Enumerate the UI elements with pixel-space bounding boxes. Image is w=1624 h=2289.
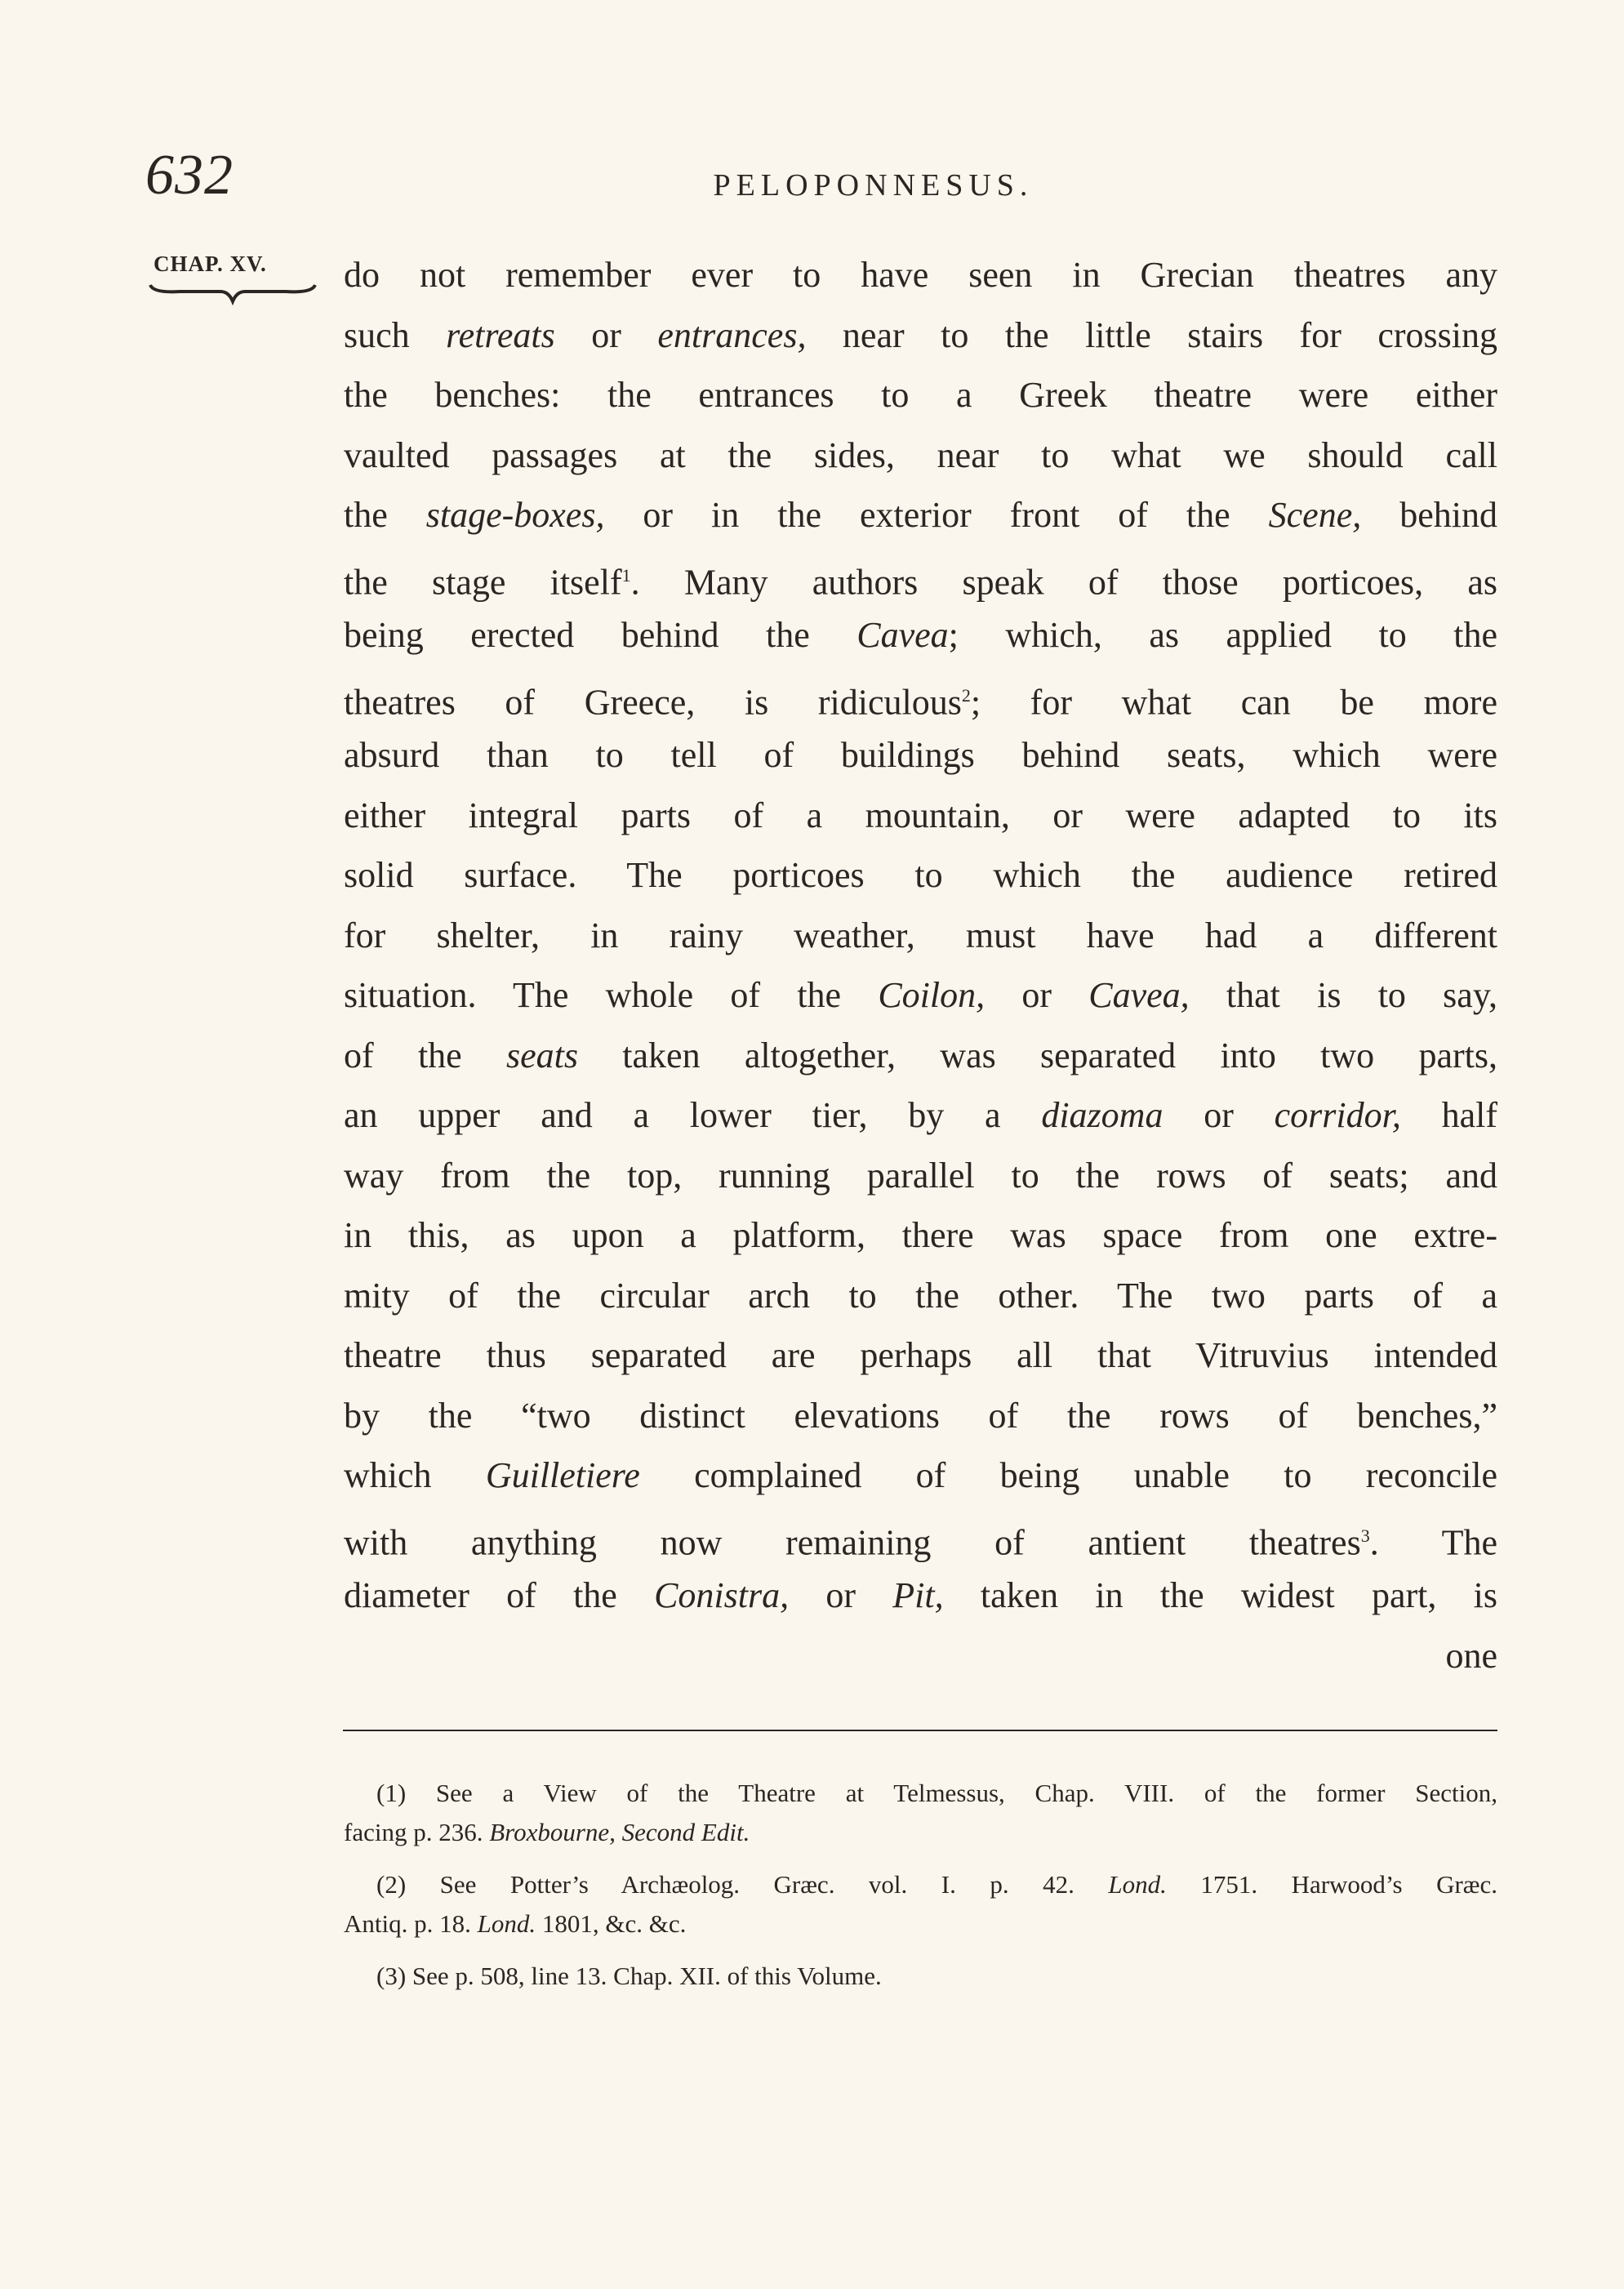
footnotes (344, 1774, 1497, 1996)
text-line: an upper and a lower tier, by a diazoma or corridor, half (344, 1095, 1498, 1135)
footnote-ref[interactable]: 2 (961, 684, 971, 706)
text-line: the stage-boxes, or in the exterior front of the Scene, behind (344, 495, 1497, 535)
text-line: by the “two distinct elevations of the rows of benches,” (344, 1395, 1497, 1436)
text-line: being erected behind the Cavea; which, as applied to the (344, 615, 1497, 655)
text-line: vaulted passages at the sides, near to what we should call (344, 434, 1497, 475)
text-line: situation. The whole of the Coilon, or Cavea, that is to say, (344, 975, 1497, 1015)
running-title: PELOPONNESUS. (713, 168, 1034, 203)
text-line: either integral parts of a mountain, or were adapted to its (344, 795, 1497, 835)
text-line: of the seats taken altogether, was separated into two parts, (344, 1035, 1498, 1075)
text-line: theatres of Greece, is ridiculous$^2$; for what can be more (344, 682, 1497, 723)
text-line: diameter of the Conistra, or Pit, taken in the widest part, is (344, 1575, 1497, 1615)
footnote-1: (1) See a View of the Theatre at Telmessus, Chap. VIII. of the former Section, (376, 1779, 1497, 1807)
footnote-rule (343, 1730, 1497, 1731)
text-line: solid surface. The porticoes to which the audience retired (344, 855, 1497, 895)
footnote-ref[interactable]: 1 (621, 564, 631, 586)
chapter-brace-ornament (147, 282, 318, 306)
text-line: such retreats or entrances, near to the little stairs for crossing (344, 314, 1497, 355)
page-number: 632 (145, 144, 234, 207)
catchword: one (1445, 1635, 1497, 1676)
text-line: in this, as upon a platform, there was space from one extre- (344, 1215, 1497, 1255)
text-line: the stage itself$^1$. Many authors speak of those porticoes, as (344, 562, 1498, 603)
text-line: the benches: the entrances to a Greek theatre were either (344, 375, 1497, 415)
text-line: way from the top, running parallel to the rows of seats; and (344, 1155, 1497, 1196)
footnote-3: (3) See p. 508, line 13. Chap. XII. of this Volume. (376, 1962, 882, 1990)
footnote-2-cont: Antiq. p. 18. Lond. 1801, &c. &c. (344, 1909, 687, 1938)
footnote-2: (2) See Potter’s Archæolog. Græc. vol. I. p. 42. Lond. 1751. Harwood’s Græc. (376, 1870, 1497, 1899)
text-line: mity of the circular arch to the other. The two parts of a (344, 1275, 1497, 1316)
text-line: with anything now remaining of antient theatres$^3$. The (344, 1522, 1497, 1563)
text-line: which Guilletiere complained of being unable to reconcile (344, 1455, 1497, 1495)
footnote-1-cont: facing p. 236. Broxbourne, Second Edit. (344, 1818, 750, 1846)
text-line: theatre thus separated are perhaps all that Vitruvius intended (344, 1335, 1497, 1375)
footnote-ref[interactable]: 3 (1360, 1525, 1370, 1546)
main-text (344, 245, 1497, 1686)
text-line: do not remember ever to have seen in Grecian theatres any (344, 255, 1497, 295)
text-line: for shelter, in rainy weather, must have had a different (344, 915, 1497, 955)
text-line: absurd than to tell of buildings behind seats, which were (344, 735, 1497, 775)
chapter-label: CHAP. XV. (154, 252, 267, 276)
